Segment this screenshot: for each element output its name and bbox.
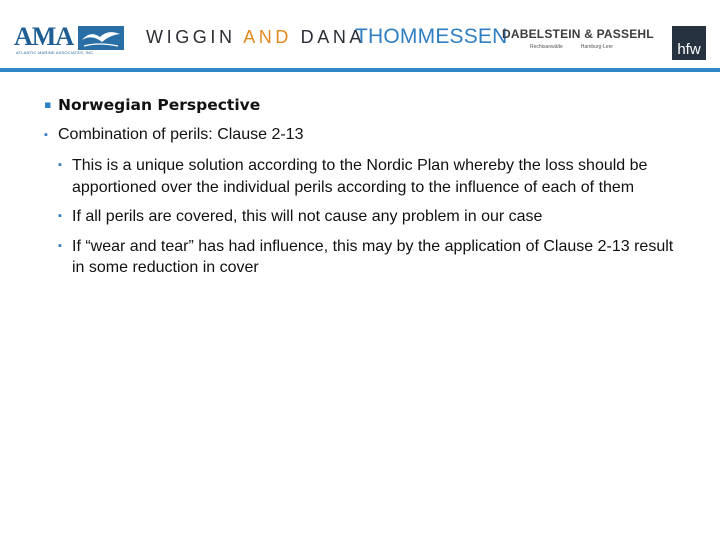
heading-item [44, 95, 684, 115]
ama-logo-letters: AMA [14, 22, 74, 51]
dabelstein-passehl-logo [502, 27, 654, 50]
dabelstein-sub-left: Rechtsanwälte [530, 44, 563, 50]
sub-point-item [58, 155, 684, 198]
sub-point-item [58, 206, 684, 228]
dana-logo-word: DANA [300, 27, 366, 47]
sub-point-text: If “wear and tear” has had influence, this may by the application of Clause 2-13 result in some reduction in cover [72, 237, 674, 276]
sub-point-list [58, 155, 684, 279]
bullet-icon: ▪ [44, 98, 52, 111]
sub-point-text: If all perils are covered, this will not cause any problem in our case [72, 208, 543, 225]
dabelstein-logo-name: DABELSTEIN & PASSEHL [502, 27, 654, 41]
wiggin-and-dana-logo [146, 27, 365, 47]
dabelstein-logo-sub [502, 44, 654, 50]
wiggin-logo-and: AND [243, 27, 293, 47]
hfw-logo: hfw [672, 26, 706, 60]
ama-logo [14, 24, 126, 54]
wiggin-logo-word: WIGGIN [146, 27, 236, 47]
bullet-icon: ▪ [58, 210, 62, 222]
bullet-icon: ▪ [44, 129, 48, 141]
sub-point-text: This is a unique solution according to the Nordic Plan whereby the loss should be apportioned over the individual perils according to the influence of each of them [72, 157, 648, 196]
slide-body [44, 95, 684, 287]
sub-point-item [58, 236, 684, 279]
logo-header [0, 0, 720, 68]
bullet-icon: ▪ [58, 159, 62, 171]
header-divider [0, 68, 720, 72]
thommessen-logo: THOMMESSEN [355, 25, 508, 48]
seagull-icon [78, 26, 124, 50]
slide-heading: Norwegian Perspective [58, 96, 261, 114]
bullet-icon: ▪ [58, 239, 62, 252]
ama-logo-subtitle: ATLANTIC MARINE ASSOCIATES, INC. [16, 50, 95, 55]
topic-item [44, 125, 684, 145]
dabelstein-sub-right: Hamburg·Leer [580, 44, 614, 50]
topic-text: Combination of perils: Clause 2-13 [58, 126, 304, 143]
